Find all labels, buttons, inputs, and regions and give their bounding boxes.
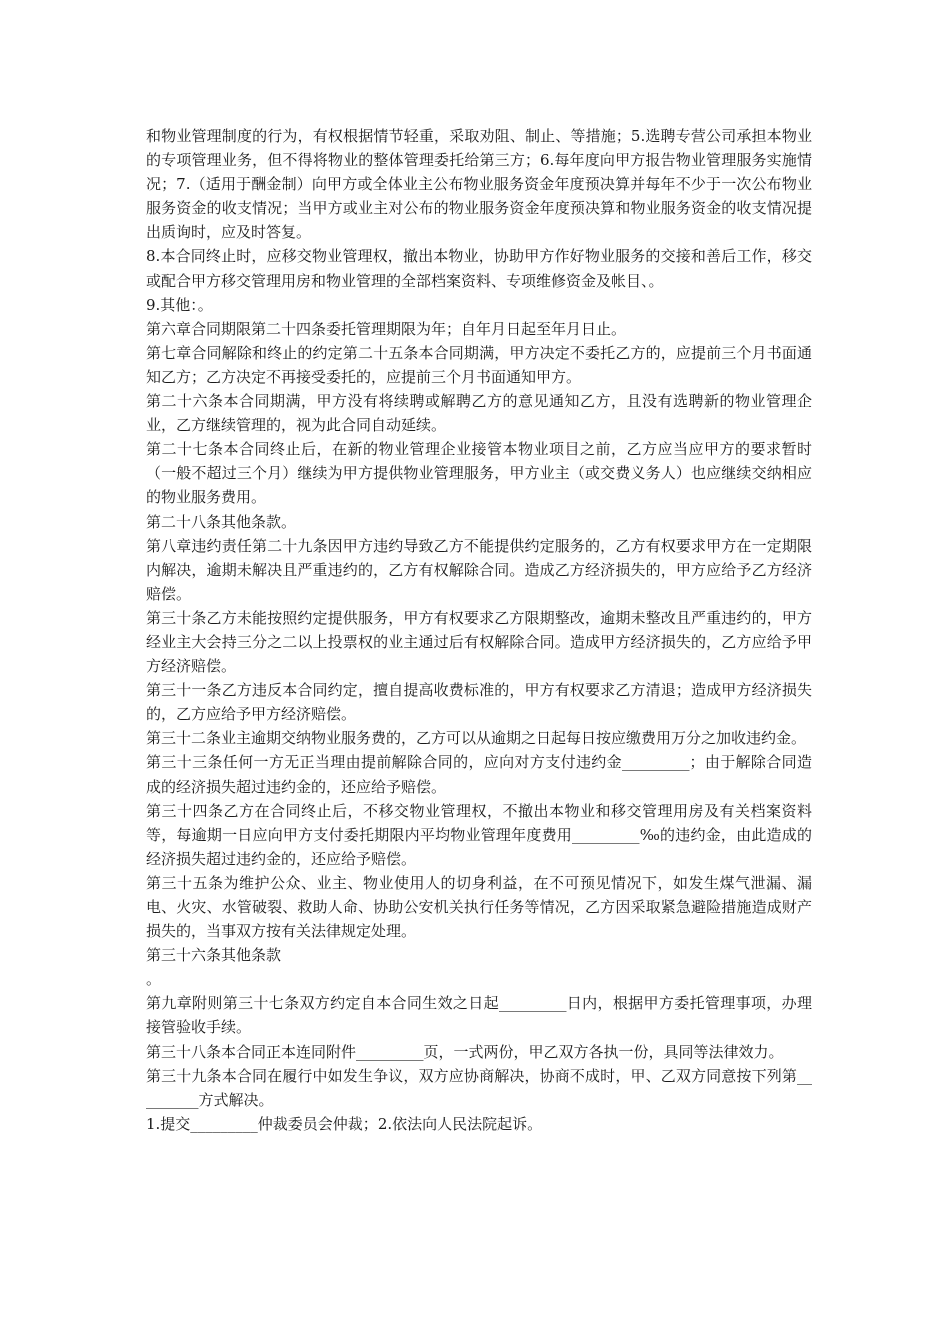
paragraph-chapter-6: 第六章合同期限第二十四条委托管理期限为年；自年月日起至年月日止。 bbox=[146, 319, 627, 338]
paragraph-article-27: 第二十七条本合同终止后，在新的物业管理企业接管本物业项目之前，乙方应当应甲方的要求暂时（一般不超过三个月）继续为甲方提供物业管理服务，甲方业主（或交费义务人）也应继续交纳相应的物业服务费用。 bbox=[146, 440, 812, 507]
paragraph-article-26: 第二十六条本合同期满，甲方没有将续聘或解聘乙方的意见通知乙方，且没有选聘新的物业管理企业，乙方继续管理的，视为此合同自动延续。 bbox=[146, 392, 812, 435]
paragraph-chapter-8: 第八章违约责任第二十九条因甲方违约导致乙方不能提供约定服务的，乙方有权要求甲方在一定期限内解决，逾期未解决且严重违约的，乙方有权解除合同。造成乙方经济损失的，甲方应给予乙方经济赔偿。 bbox=[146, 536, 812, 603]
paragraph-dispute-options: 1.提交_________仲裁委员会仲裁；2.依法向人民法院起诉。 bbox=[146, 1114, 543, 1133]
paragraph-period: 。 bbox=[146, 970, 162, 989]
paragraph-article-33: 第三十三条任何一方无正当理由提前解除合同的，应向对方支付违约金_________；由于解除合同造成的经济损失超过违约金的，还应给予赔偿。 bbox=[146, 753, 812, 796]
document-body bbox=[146, 124, 812, 1136]
paragraph-article-36: 第三十六条其他条款 bbox=[146, 946, 282, 965]
paragraph-chapter-9: 第九章附则第三十七条双方约定自本合同生效之日起_________日内，根据甲方委托管理事项，办理接管验收手续。 bbox=[146, 994, 812, 1037]
paragraph-article-39: 第三十九条本合同在履行中如发生争议，双方应协商解决，协商不成时，甲、乙双方同意按下列第_________方式解决。 bbox=[146, 1066, 812, 1109]
paragraph-article-30: 第三十条乙方未能按照约定提供服务，甲方有权要求乙方限期整改，逾期未整改且严重违约的，甲方经业主大会持三分之二以上投票权的业主通过后有权解除合同。造成甲方经济损失的，乙方应给予甲方经济赔偿。 bbox=[146, 608, 812, 676]
paragraph-article-35: 第三十五条为维护公众、业主、物业使用人的切身利益，在不可预见情况下，如发生煤气泄漏、漏电、火灾、水管破裂、救助人命、协助公安机关执行任务等情况，乙方因采取紧急避险措施造成财产损失的，当事双方按有关法律规定处理。 bbox=[146, 873, 812, 941]
paragraph-item-8: 8.本合同终止时，应移交物业管理权，撤出本物业，协助甲方作好物业服务的交接和善后工作，移交或配合甲方移交管理用房和物业管理的全部档案资料、专项维修资金及帐目、。 bbox=[146, 247, 812, 290]
paragraph-article-28: 第二十八条其他条款。 bbox=[146, 512, 297, 531]
paragraph-article-31: 第三十一条乙方违反本合同约定，擅自提高收费标准的，甲方有权要求乙方清退；造成甲方经济损失的，乙方应给予甲方经济赔偿。 bbox=[146, 681, 812, 724]
paragraph-article-32: 第三十二条业主逾期交纳物业服务费的，乙方可以从逾期之日起每日按应缴费用万分之加收违约金。 bbox=[146, 729, 807, 748]
paragraph-article-38: 第三十八条本合同正本连同附件_________页，一式两份，甲乙双方各执一份，具同等法律效力。 bbox=[146, 1042, 784, 1061]
paragraph-duties-continued: 和物业管理制度的行为，有权根据情节轻重，采取劝阻、制止、等措施；5.选聘专营公司承担本物业的专项管理业务，但不得将物业的整体管理委托给第三方；6.每年度向甲方报告物业管理服务实施情况；7.（适用于酬金制）向甲方或全体业主公布物业服务资金年度预决算并每年不少于一次公布物业服务资金的收支情况；当甲方或业主对公布的物业服务资金年度预决算和物业服务资金的收支情况提出质询时，应及时答复。 bbox=[146, 127, 812, 242]
paragraph-item-9: 9.其他：。 bbox=[146, 295, 213, 314]
paragraph-article-34: 第三十四条乙方在合同终止后，不移交物业管理权，不撤出本物业和移交管理用房及有关档案资料等，每逾期一日应向甲方支付委托期限内平均物业管理年度费用_________‰的违约金，由此造成的经济损失超过违约金的，还应给予赔偿。 bbox=[146, 801, 812, 868]
paragraph-chapter-7: 第七章合同解除和终止的约定第二十五条本合同期满，甲方决定不委托乙方的，应提前三个月书面通知乙方；乙方决定不再接受委托的，应提前三个月书面通知甲方。 bbox=[146, 343, 812, 386]
